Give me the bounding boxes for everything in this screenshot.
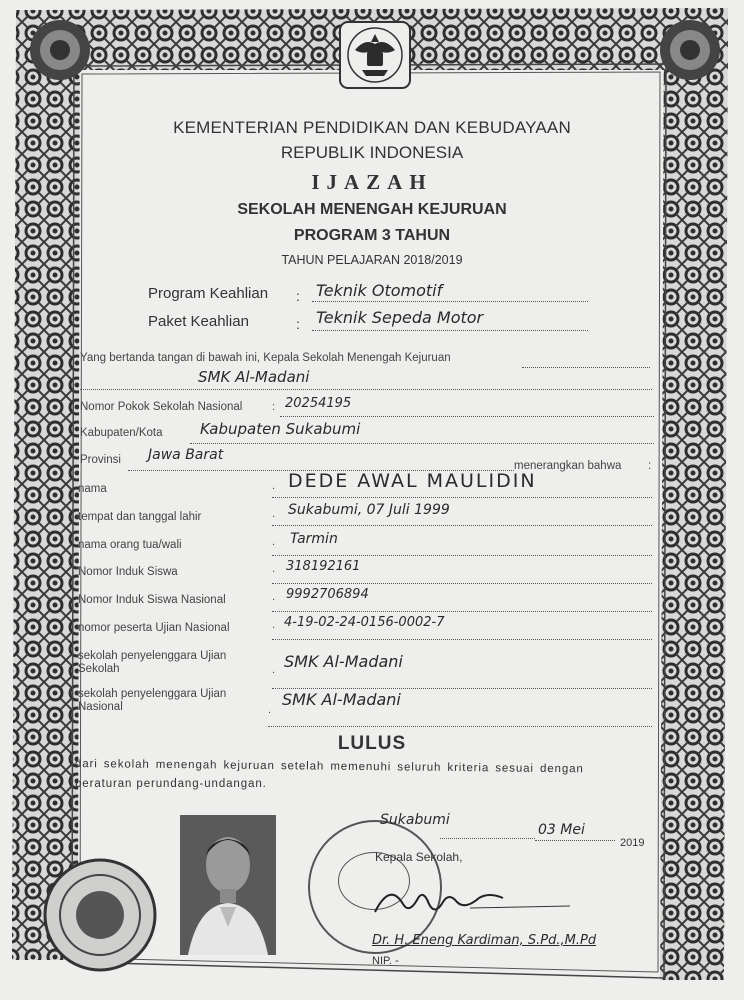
dotted-line	[272, 688, 652, 689]
ujian-nasional-label-line1: sekolah penyelenggara Ujian	[78, 688, 227, 700]
orang-tua-label: nama orang tua/wali	[78, 539, 182, 551]
nis-value: 318192161	[286, 559, 361, 574]
principal-title: Kepala Sekolah,	[375, 850, 463, 864]
ttl-label: tempat dan tanggal lahir	[78, 511, 202, 523]
dotted-line	[312, 330, 588, 331]
colon: .	[272, 619, 276, 631]
colon: .	[272, 480, 276, 492]
colon: .	[272, 536, 276, 548]
signature-year: 2019	[620, 837, 645, 849]
dotted-line	[272, 497, 652, 498]
dotted-line	[312, 301, 588, 302]
ujian-nasional-label	[78, 688, 226, 714]
intro-text: Yang bertanda tangan di bawah ini, Kepala Sekolah Menengah Kejuruan	[80, 352, 451, 364]
school-type: SEKOLAH MENENGAH KEJURUAN	[237, 201, 507, 218]
dotted-line	[272, 639, 652, 640]
nis-label: Nomor Induk Siswa	[78, 566, 178, 578]
dotted-line	[280, 416, 654, 417]
provinsi-label: Provinsi	[80, 454, 121, 466]
program-keahlian-label: Program Keahlian	[148, 285, 269, 302]
ujian-sekolah-label-line1: sekolah penyelenggara Ujian	[78, 650, 227, 662]
nomor-peserta-value: 4-19-02-24-0156-0002-7	[284, 615, 445, 630]
ujian-nasional-value: SMK Al-Madani	[282, 690, 401, 709]
principal-nip: NIP. -	[372, 955, 399, 967]
dotted-line	[535, 840, 615, 841]
kabupaten-label: Kabupaten/Kota	[80, 427, 163, 439]
dotted-line	[268, 726, 652, 727]
ujian-sekolah-value: SMK Al-Madani	[284, 652, 403, 671]
colon: .	[272, 591, 276, 603]
colon: :	[648, 460, 652, 472]
nama-label: nama	[78, 483, 107, 495]
ujian-sekolah-label	[78, 650, 226, 676]
principal-name: Dr. H. Eneng Kardiman, S.Pd.,M.Pd	[372, 933, 597, 948]
dotted-line	[190, 443, 654, 444]
colon: :	[272, 401, 276, 413]
orang-tua-value: Tarmin	[290, 531, 338, 547]
signature-day-month: 03 Mei	[538, 822, 585, 838]
result-text-line2: peraturan perundang-undangan.	[75, 778, 267, 790]
colon: :	[296, 288, 300, 304]
program-duration: PROGRAM 3 TAHUN	[293, 227, 451, 244]
colon: .	[272, 664, 276, 676]
ttl-value: Sukabumi, 07 Juli 1999	[288, 502, 450, 518]
ujian-sekolah-label-line2: Sekolah	[78, 663, 120, 675]
statement-text: menerangkan bahwa	[514, 460, 622, 472]
nomor-peserta-label: nomor peserta Ujian Nasional	[78, 622, 230, 634]
ujian-nasional-label-line2: Nasional	[78, 701, 123, 713]
signature-place: Sukabumi	[380, 812, 450, 828]
nama-value: DEDE AWAL MAULIDIN	[288, 470, 537, 492]
paket-keahlian-value: Teknik Sepeda Motor	[316, 308, 484, 327]
paket-keahlian-label: Paket Keahlian	[148, 313, 249, 330]
colon: .	[272, 563, 276, 575]
kabupaten-value: Kabupaten Sukabumi	[200, 420, 361, 438]
school-name: SMK Al-Madani	[198, 368, 310, 386]
result-status: LULUS	[337, 733, 407, 754]
program-keahlian-value: Teknik Otomotif	[316, 281, 443, 300]
dotted-line	[522, 367, 650, 368]
nisn-value: 9992706894	[286, 587, 369, 602]
npsn-value: 20254195	[285, 396, 352, 411]
colon: .	[272, 508, 276, 520]
colon: .	[268, 704, 272, 716]
academic-year: TAHUN PELAJARAN 2018/2019	[281, 253, 463, 267]
dotted-line	[440, 838, 535, 839]
document-title: IJAZAH	[311, 170, 433, 194]
nisn-label: Nomor Induk Siswa Nasional	[78, 594, 226, 606]
dotted-line	[80, 389, 652, 390]
principal-signature	[370, 882, 570, 922]
student-photo	[180, 815, 276, 955]
colon: :	[296, 316, 300, 332]
provinsi-value: Jawa Barat	[148, 447, 224, 463]
country-name: REPUBLIK INDONESIA	[280, 143, 464, 162]
dotted-line	[272, 555, 652, 556]
dotted-line	[272, 525, 652, 526]
dotted-line	[272, 583, 652, 584]
dotted-line	[272, 611, 652, 612]
result-text-line1: dari sekolah menengah kejuruan setelah memenuhi seluruh kriteria sesuai dengan	[74, 758, 584, 776]
ministry-name: KEMENTERIAN PENDIDIKAN DAN KEBUDAYAAN	[173, 118, 571, 137]
npsn-label: Nomor Pokok Sekolah Nasional	[80, 401, 243, 413]
